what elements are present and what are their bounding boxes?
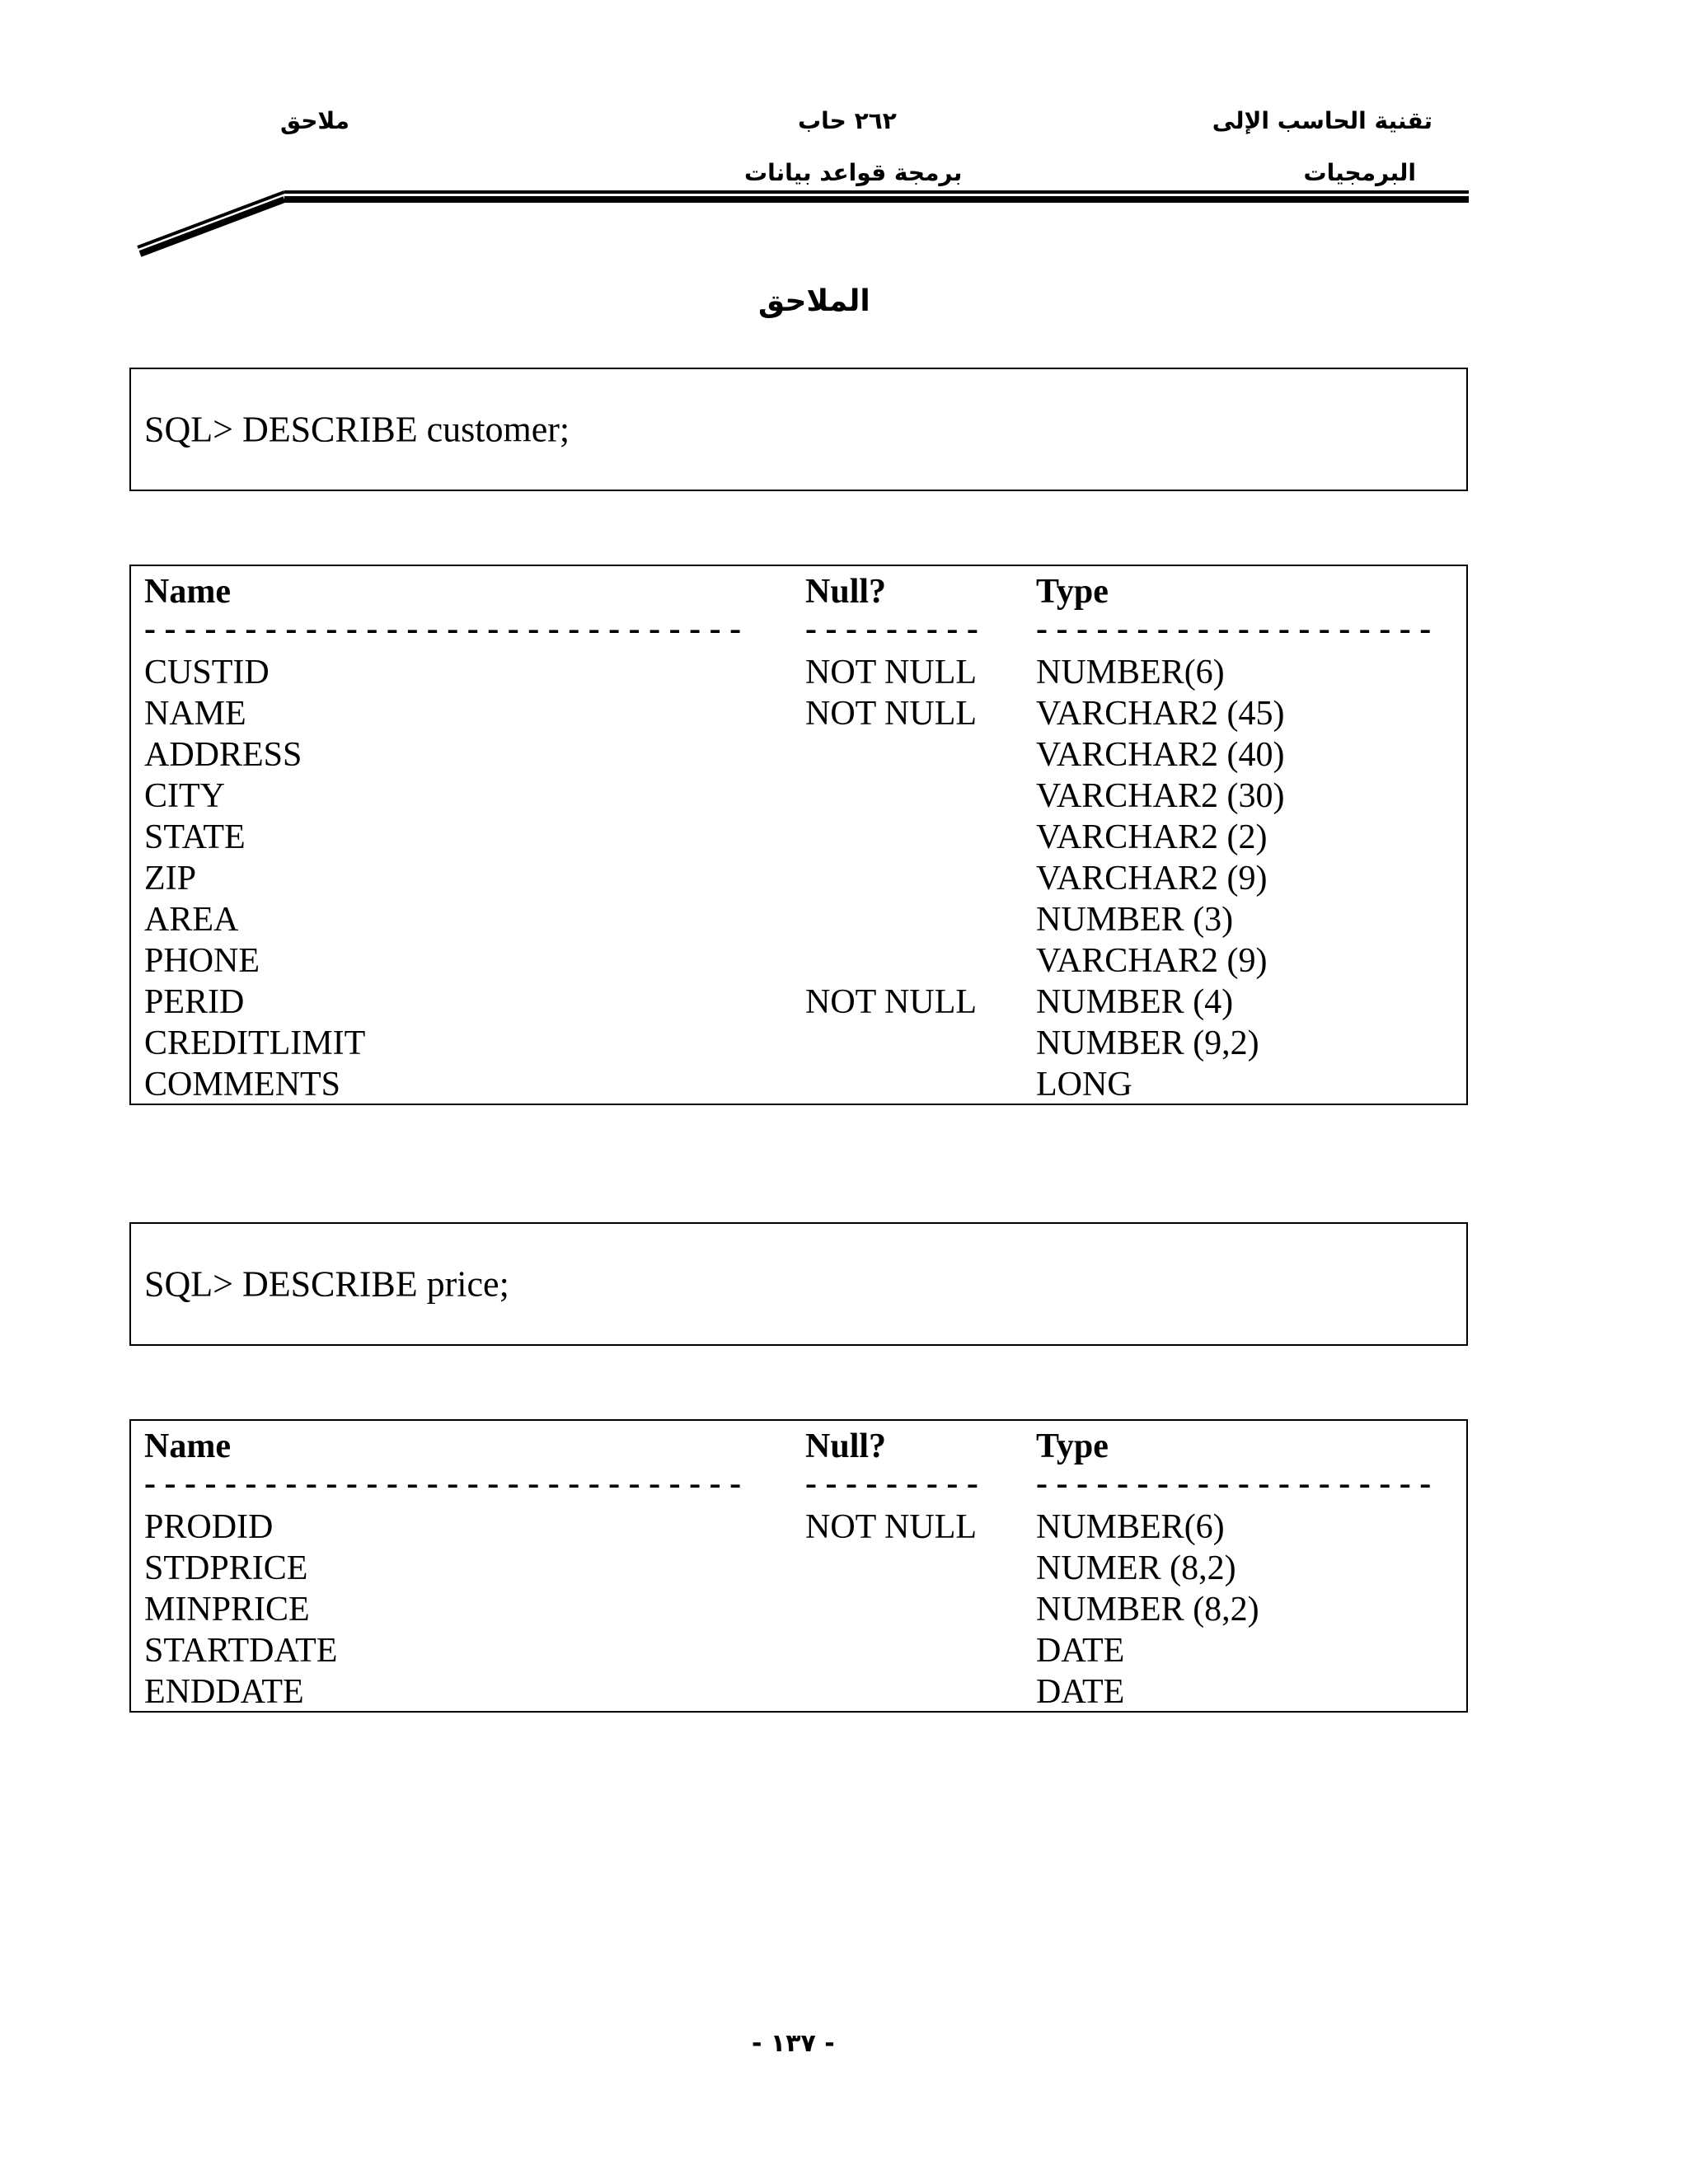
cell-name: PERID [144,983,245,1021]
table-row [131,1589,1466,1630]
table-row [131,1630,1466,1671]
header-course-title: تقنية الحاسب الإلى [1212,107,1432,134]
cell-name: COMMENTS [144,1066,341,1104]
cell-name: AREA [144,901,239,939]
cell-type: VARCHAR2 (9) [1036,860,1268,898]
cell-type: VARCHAR2 (9) [1036,942,1268,980]
cell-type: NUMBER (3) [1036,901,1234,939]
cell-name: STATE [144,818,246,856]
sql-command-box [129,1222,1468,1346]
cell-name: CITY [144,777,225,815]
header-department: البرمجيات [1303,159,1416,186]
table-separator-row [131,612,1466,652]
table-row [131,1548,1466,1589]
sql-command: SQL> DESCRIBE price; [144,1263,509,1305]
cell-type: NUMBER(6) [1036,1508,1225,1546]
column-header-type: Type [1036,573,1109,611]
cell-name: ZIP [144,860,196,898]
cell-type: VARCHAR2 (45) [1036,695,1285,733]
describe-table-customer [129,565,1468,1105]
table-row [131,776,1466,817]
sql-command-box [129,368,1468,491]
cell-type: DATE [1036,1632,1125,1670]
table-row [131,858,1466,899]
cell-type: NUMBER(6) [1036,654,1225,691]
table-separator-row [131,1467,1466,1507]
cell-name: NAME [144,695,246,733]
column-header-null: Null? [805,573,887,611]
separator-name: - - - - - - - - - - - - - - - - - - - - - - - - - - - - - - [144,1467,742,1502]
table-row [131,693,1466,734]
cell-null: NOT NULL [805,1508,978,1546]
separator-type: - - - - - - - - - - - - - - - - - - - - [1036,612,1432,648]
cell-type: LONG [1036,1066,1132,1104]
cell-type: DATE [1036,1673,1125,1711]
separator-null: - - - - - - - - - [805,1467,978,1502]
cell-type: VARCHAR2 (2) [1036,818,1268,856]
separator-null: - - - - - - - - - [805,612,978,648]
table-row [131,1507,1466,1548]
table-row [131,1023,1466,1064]
cell-name: MINPRICE [144,1591,310,1629]
table-row [131,817,1466,858]
cell-name: CREDITLIMIT [144,1024,366,1062]
separator-type: - - - - - - - - - - - - - - - - - - - - [1036,1467,1432,1502]
cell-type: VARCHAR2 (40) [1036,736,1285,774]
table-row [131,652,1466,693]
column-header-type: Type [1036,1427,1109,1465]
header-course-code: ٢٦٢ حاب [798,107,897,134]
describe-table-price [129,1419,1468,1713]
table-row [131,899,1466,940]
cell-type: NUMBER (8,2) [1036,1591,1259,1629]
cell-type: VARCHAR2 (30) [1036,777,1285,815]
cell-type: NUMBER (9,2) [1036,1024,1259,1062]
cell-null: NOT NULL [805,983,978,1021]
cell-name: PRODID [144,1508,274,1546]
cell-name: PHONE [144,942,260,980]
separator-name: - - - - - - - - - - - - - - - - - - - - - - - - - - - - - - [144,612,742,648]
table-row [131,940,1466,982]
column-header-name: Name [144,573,231,611]
table-header-row [131,1426,1466,1467]
header-section: ملاحق [280,107,350,134]
table-row [131,982,1466,1023]
page-title: الملاحق [758,284,870,318]
table-row [131,734,1466,776]
header-rule [0,0,1688,272]
cell-type: NUMBER (4) [1036,983,1234,1021]
cell-null: NOT NULL [805,654,978,691]
page-number: - ١٣٧ - [752,2029,835,2058]
column-header-null: Null? [805,1427,887,1465]
table-row [131,1064,1466,1105]
table-row [131,1671,1466,1713]
header-course-name: برمجة قواعد بيانات [744,159,963,186]
column-header-name: Name [144,1427,231,1465]
cell-name: ADDRESS [144,736,302,774]
cell-name: ENDDATE [144,1673,304,1711]
cell-name: STARTDATE [144,1632,338,1670]
cell-name: STDPRICE [144,1549,308,1587]
cell-name: CUSTID [144,654,270,691]
cell-null: NOT NULL [805,695,978,733]
sql-command: SQL> DESCRIBE customer; [144,409,570,450]
table-header-row [131,571,1466,612]
cell-type: NUMER (8,2) [1036,1549,1236,1587]
